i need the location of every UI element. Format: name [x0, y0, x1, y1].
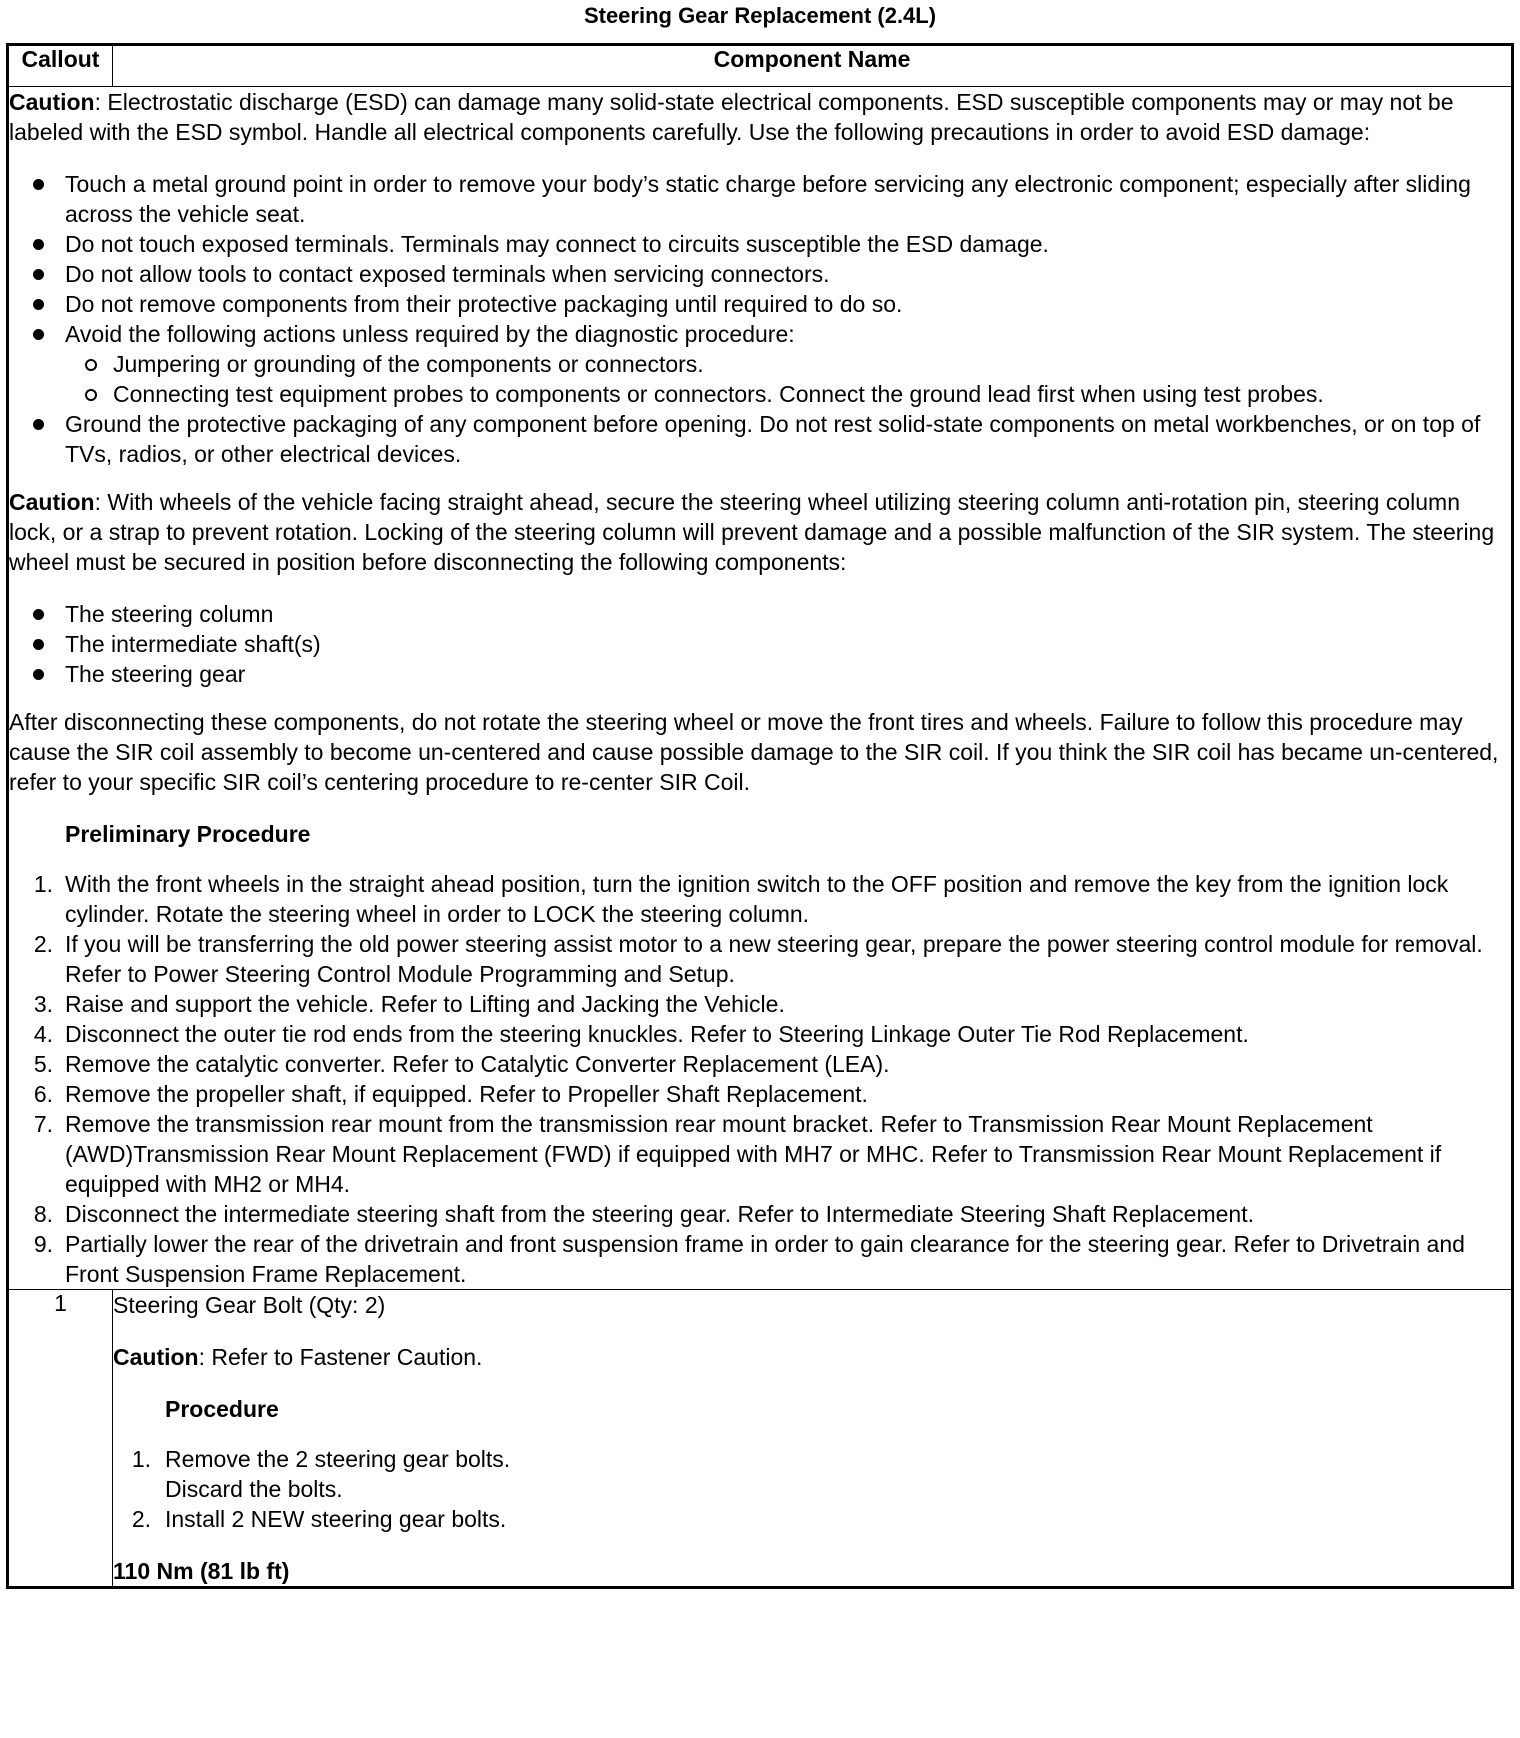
step-item: 3. Raise and support the vehicle. Refer to Lifting and Jacking the Vehicle. — [33, 991, 785, 1017]
list-item: Do not allow tools to contact exposed terminals when servicing connectors. — [9, 259, 1511, 289]
list-item: The intermediate shaft(s) — [9, 629, 1511, 659]
list-item: Do not remove components from their protective packaging until required to do so. — [9, 289, 1511, 319]
step-item: 4. Disconnect the outer tie rod ends from the steering knuckles. Refer to Steering Linkage Outer Tie Rod Replacement. — [33, 1021, 1249, 1047]
component-cell — [113, 1290, 1513, 1588]
table-row — [8, 1290, 1513, 1588]
caution-text: : With wheels of the vehicle facing straight ahead, secure the steering wheel utilizing steering column anti-rotation pin, steering column lock, or a strap to prevent rotation. Locking of the steering column will prevent damage and a possible malfunction of the SIR system. The steering wheel must be secured in position before disconnecting the following components: — [9, 489, 1495, 575]
callout-number: 1 — [8, 1290, 113, 1588]
table-header-row — [8, 45, 1513, 87]
step-item: 5. Remove the catalytic converter. Refer to Catalytic Converter Replacement (LEA). — [33, 1051, 890, 1077]
sub-list-item: Jumpering or grounding of the components or connectors. — [9, 349, 1511, 379]
procedure-steps-list — [113, 1444, 1511, 1534]
caution-text: : Electrostatic discharge (ESD) can damage many solid-state electrical components. ESD susceptible components may or may not be labeled with the ESD symbol. Handle all electrical components carefully. Use the following precautions in order to avoid ESD damage: — [9, 89, 1454, 145]
callout-column-header: Callout — [8, 45, 113, 87]
procedure-table — [6, 43, 1514, 1589]
procedure-heading: Procedure — [165, 1396, 279, 1422]
caution-label: Caution — [113, 1344, 199, 1370]
preliminary-steps-list — [9, 869, 1511, 1289]
torque-spec: 110 Nm (81 lb ft) — [113, 1558, 290, 1584]
list-item: Touch a metal ground point in order to remove your body’s static charge before servicing any electronic component; especially after sliding across the vehicle seat. — [9, 169, 1511, 229]
step-item: 2. If you will be transferring the old power steering assist motor to a new steering gear, prepare the power steering control module for removal. Refer to Power Steering Control Module Programming and Setup. — [33, 931, 1483, 987]
intro-row — [8, 87, 1513, 1290]
components-list — [9, 599, 1511, 689]
fastener-caution — [113, 1342, 1511, 1372]
component-column-header: Component Name — [113, 45, 1513, 87]
step-item: 7. Remove the transmission rear mount from the transmission rear mount bracket. Refer to Transmission Rear Mount Replacement (AWD)Transmission Rear Mount Replacement (FWD) if equipped with MH7 or MHC. Refer to Transmission Rear Mount Replacement if equipped with MH2 or MH4. — [33, 1111, 1442, 1197]
intro-cell — [8, 87, 1513, 1290]
step-item: 1. With the front wheels in the straight ahead position, turn the ignition switch to the OFF position and remove the key from the ignition lock cylinder. Rotate the steering wheel in order to LOCK the steering column. — [33, 871, 1449, 927]
step-item: 1. Remove the 2 steering gear bolts. Discard the bolts. — [131, 1446, 511, 1502]
steering-caution — [9, 487, 1511, 577]
list-item: The steering gear — [9, 659, 1511, 689]
caution-label: Caution — [9, 89, 95, 115]
step-item: 9. Partially lower the rear of the drivetrain and front suspension frame in order to gain clearance for the steering gear. Refer to Drivetrain and Front Suspension Frame Replacement. — [33, 1231, 1465, 1287]
esd-sub-list — [9, 349, 1511, 409]
sir-coil-note: After disconnecting these components, do not rotate the steering wheel or move the front tires and wheels. Failure to follow this procedure may cause the SIR coil assembly to become un-centered and cause possible damage to the SIR coil. If you think the SIR coil has became un-centered, refer to your specific SIR coil’s centering procedure to re-center SIR Coil. — [9, 709, 1499, 795]
page-title: Steering Gear Replacement (2.4L) — [583, 3, 937, 28]
list-item: Do not touch exposed terminals. Terminals may connect to circuits susceptible the ESD damage. — [9, 229, 1511, 259]
esd-precautions-list — [9, 169, 1511, 469]
preliminary-procedure-heading: Preliminary Procedure — [65, 821, 311, 847]
step-item: 6. Remove the propeller shaft, if equipped. Refer to Propeller Shaft Replacement. — [33, 1081, 868, 1107]
list-item: The steering column — [9, 599, 1511, 629]
caution-text: : Refer to Fastener Caution. — [198, 1344, 483, 1370]
sub-list-item: Connecting test equipment probes to components or connectors. Connect the ground lead first when using test probes. — [9, 379, 1511, 409]
caution-label: Caution — [9, 489, 95, 515]
component-name: Steering Gear Bolt (Qty: 2) — [113, 1292, 386, 1318]
esd-caution — [9, 87, 1511, 147]
step-item: 8. Disconnect the intermediate steering shaft from the steering gear. Refer to Intermediate Steering Shaft Replacement. — [33, 1201, 1254, 1227]
list-item: Ground the protective packaging of any component before opening. Do not rest solid-state components on metal workbenches, or on top of TVs, radios, or other electrical devices. — [9, 409, 1511, 469]
step-item: 2. Install 2 NEW steering gear bolts. — [131, 1506, 507, 1532]
list-item: Avoid the following actions unless required by the diagnostic procedure: — [9, 319, 1511, 349]
